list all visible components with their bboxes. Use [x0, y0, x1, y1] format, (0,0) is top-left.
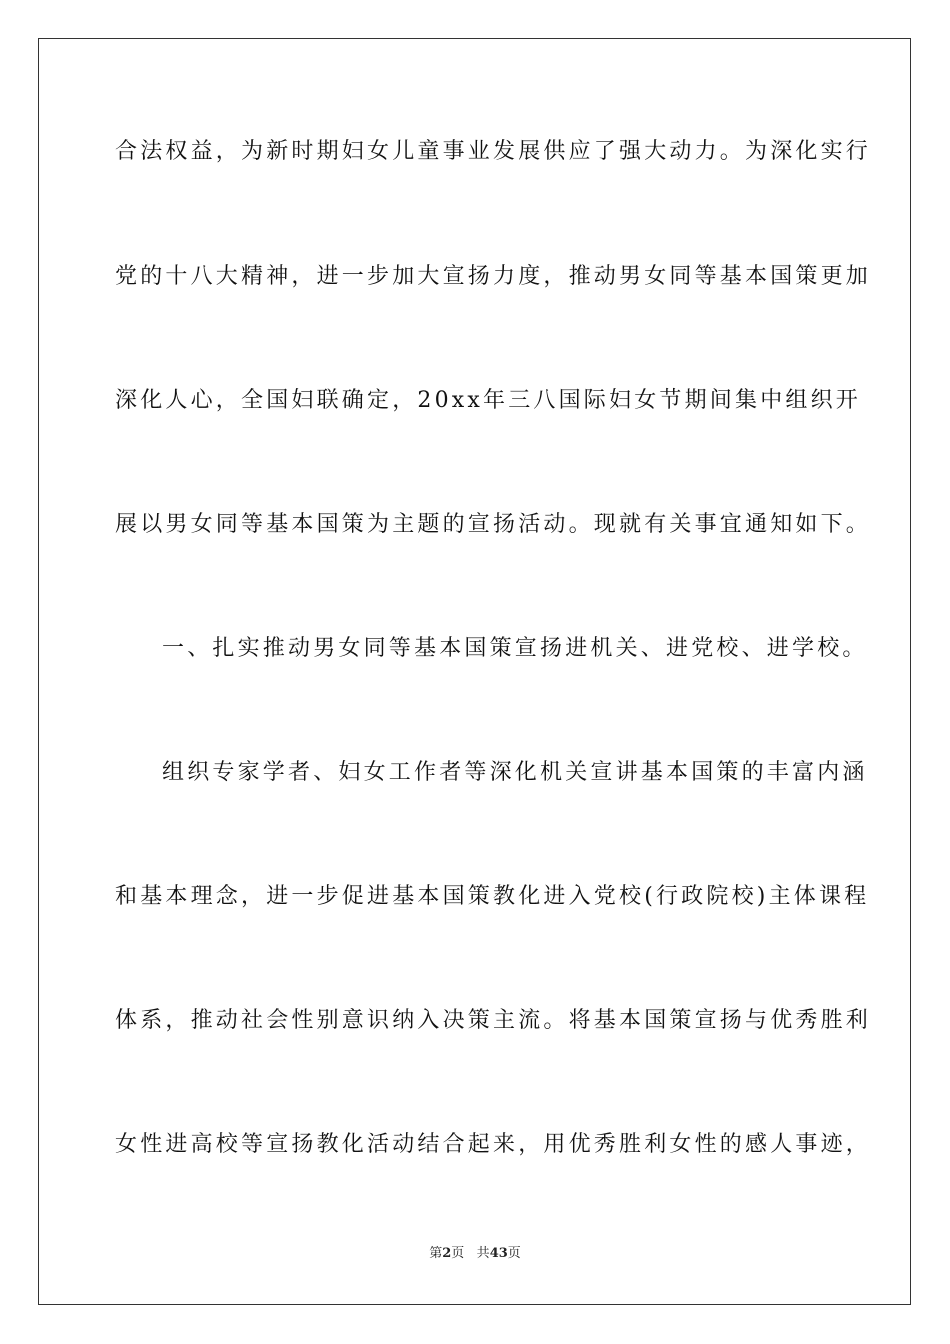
text-line-2: 党的十八大精神，进一步加大宣扬力度，推动男女同等基本国策更加: [115, 264, 872, 289]
total-prefix: 共: [476, 1246, 490, 1261]
text-line-9: 女性进高校等宣扬教化活动结合起来，用优秀胜利女性的感人事迹，: [115, 1132, 872, 1157]
section-heading: 一、扎实推动男女同等基本国策宣扬进机关、进党校、进学校。: [162, 636, 868, 661]
page-footer: [0, 1245, 950, 1263]
text-line-8: 体系，推动社会性别意识纳入决策主流。将基本国策宣扬与优秀胜利: [115, 1008, 872, 1033]
text-line-4: 展以男女同等基本国策为主题的宣扬活动。现就有关事宜通知如下。: [115, 512, 872, 537]
text-line-7: 和基本理念，进一步促进基本国策教化进入党校(行政院校)主体课程: [115, 884, 870, 909]
text-line-6: 组织专家学者、妇女工作者等深化机关宣讲基本国策的丰富内涵: [162, 760, 868, 785]
text-line-1: 合法权益，为新时期妇女儿童事业发展供应了强大动力。为深化实行: [115, 139, 872, 164]
page-suffix: 页: [451, 1246, 465, 1261]
page-number: 2: [442, 1246, 452, 1261]
page-prefix: 第: [429, 1246, 443, 1261]
text-line-3: 深化人心，全国妇联确定，20xx年三八国际妇女节期间集中组织开: [115, 388, 862, 413]
total-suffix: 页: [507, 1246, 521, 1261]
total-pages: 43: [489, 1246, 508, 1261]
page-border: [38, 38, 911, 1305]
